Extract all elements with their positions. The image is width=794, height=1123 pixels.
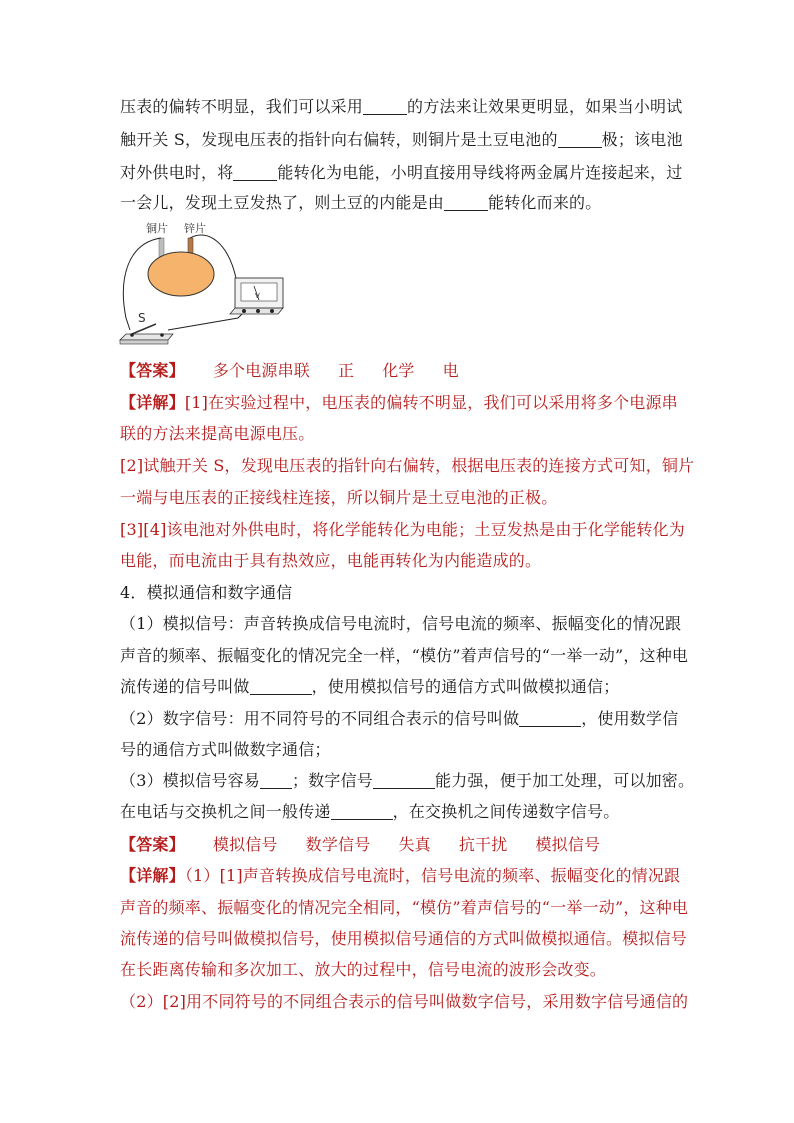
- text: （1）模拟信号：声音转换成信号电流时，信号电流的频率、振幅变化的情况跟: [120, 614, 682, 633]
- meter-terminal: [242, 309, 246, 313]
- detail-line: [120, 551, 700, 571]
- text: 压表的偏转不明显，我们可以采用: [120, 97, 364, 116]
- switch-lever: [132, 324, 156, 334]
- switch-terminal: [160, 333, 164, 337]
- text: 能转化为电能，小明直接用导线将两金属片连接起来，过: [277, 163, 683, 182]
- text: ，使用数学信: [581, 709, 679, 728]
- text: 触开关 S，发现电压表的指针向右偏转，则铜片是土豆电池的: [120, 130, 558, 149]
- answer-item: 电: [442, 361, 459, 380]
- answer-blank[interactable]: [519, 710, 581, 727]
- answer-blank[interactable]: [373, 772, 435, 789]
- detail-line: [120, 520, 700, 540]
- text: （3）模拟信号容易: [120, 771, 260, 790]
- answer-line: [120, 835, 700, 855]
- detail-text: [1]在实验过程中，电压表的偏转不明显，我们可以采用将多个电源串: [184, 393, 678, 412]
- question-line: [120, 740, 700, 760]
- switch-terminal: [130, 333, 134, 337]
- text: ，在交换机之间传递数字信号。: [392, 802, 620, 821]
- answer-item: 抗干扰: [458, 835, 508, 854]
- detail-tag: 【详解】: [120, 393, 185, 412]
- question-line: [120, 646, 700, 666]
- answer-item: 化学: [382, 361, 415, 380]
- question-line: [120, 193, 700, 213]
- potato-shape: [148, 252, 214, 296]
- detail-text: （1）[1]声音转换成信号电流时，信号电流的频率、振幅变化的情况跟: [184, 866, 681, 885]
- text: 对外供电时，将: [120, 163, 234, 182]
- question-line: [120, 802, 700, 822]
- detail-text: 联的方法来提高电源电压。: [120, 424, 315, 443]
- answer-item: 多个电源串联: [212, 361, 311, 380]
- circuit-diagram: [118, 218, 298, 348]
- detail-text: 一端与电压表的正接线柱连接，所以铜片是土豆电池的正极。: [120, 488, 558, 507]
- detail-text: 声音的频率、振幅变化的情况完全相同，“模仿”着声信号的“一举一动”，这种电: [120, 898, 689, 917]
- detail-line: [120, 992, 700, 1012]
- question-line: [120, 163, 700, 183]
- question-line: [120, 130, 700, 150]
- answer-line: [120, 361, 700, 381]
- meter-terminal: [270, 309, 274, 313]
- detail-line: [120, 424, 700, 444]
- text: 能力强，便于加工处理，可以加密。: [435, 771, 695, 790]
- detail-text: [3][4]该电池对外供电时，将化学能转化为电能；土豆发热是由于化学能转化为: [120, 520, 685, 539]
- answer-item: 失真: [398, 835, 431, 854]
- answer-blank[interactable]: [260, 772, 292, 789]
- answer-item: 正: [338, 361, 355, 380]
- text: 在电话与交换机之间一般传递: [120, 802, 331, 821]
- question-title: [120, 583, 700, 603]
- answer-item: 模拟信号: [535, 835, 601, 854]
- detail-line: [120, 393, 700, 413]
- text: 的方法来让效果更明显，如果当小明试: [407, 97, 683, 116]
- switch-base: [120, 334, 173, 340]
- question-title-text: 4．模拟通信和数字通信: [120, 583, 293, 602]
- switch-base-edge: [120, 340, 168, 344]
- text: 一会儿，发现土豆发热了，则土豆的内能是由: [120, 193, 445, 212]
- answer-item: 数学信号: [305, 835, 371, 854]
- answer-tag: 【答案】: [120, 361, 185, 380]
- detail-text: 电能，而电流由于具有热效应，电能再转化为内能造成的。: [120, 551, 542, 570]
- detail-tag: 【详解】: [120, 866, 185, 885]
- detail-text: 流传递的信号叫做模拟信号，使用模拟信号通信的方式叫做模拟通信。模拟信号: [120, 929, 688, 948]
- zinc-label: 锌片: [184, 222, 206, 235]
- answer-tag: 【答案】: [120, 835, 185, 854]
- detail-text: 在长距离传输和多次加工、放大的过程中，信号电流的波形会改变。: [120, 960, 607, 979]
- text: 号的通信方式叫做数字通信；: [120, 740, 331, 759]
- answer-blank[interactable]: [444, 194, 488, 211]
- text: ，使用模拟信号的通信方式叫做模拟通信；: [311, 677, 620, 696]
- text: 极；该电池: [601, 130, 683, 149]
- text: 声音的频率、振幅变化的情况完全一样，“模仿”着声信号的“一举一动”，这种电: [120, 646, 689, 665]
- answer-blank[interactable]: [331, 803, 393, 820]
- detail-line: [120, 929, 700, 949]
- detail-text: [2]试触开关 S，发现电压表的指针向右偏转，根据电压表的连接方式可知，铜片: [120, 456, 695, 475]
- potato-battery-figure: [118, 218, 298, 348]
- question-line: [120, 97, 700, 117]
- detail-line: [120, 898, 700, 918]
- detail-text: （2）[2]用不同符号的不同组合表示的信号叫做数字信号，采用数字信号通信的: [120, 992, 689, 1011]
- voltmeter-symbol: V: [255, 292, 260, 300]
- text: ；数字信号: [291, 771, 373, 790]
- switch-label: S: [138, 311, 146, 325]
- copper-label: 铜片: [146, 222, 168, 235]
- answer-blank[interactable]: [250, 678, 312, 695]
- meter-terminal: [256, 309, 260, 313]
- answer-blank[interactable]: [363, 98, 407, 115]
- text: 流传递的信号叫做: [120, 677, 250, 696]
- text: （2）数字信号：用不同符号的不同组合表示的信号叫做: [120, 709, 520, 728]
- question-line: [120, 709, 700, 729]
- answer-item: 模拟信号: [212, 835, 278, 854]
- question-line: [120, 677, 700, 697]
- answer-blank[interactable]: [558, 131, 602, 148]
- answer-blank[interactable]: [233, 164, 277, 181]
- detail-line: [120, 960, 700, 980]
- question-line: [120, 771, 700, 791]
- detail-line: [120, 866, 700, 886]
- question-line: [120, 614, 700, 634]
- detail-line: [120, 488, 700, 508]
- text: 能转化而来的。: [488, 193, 602, 212]
- detail-line: [120, 456, 700, 476]
